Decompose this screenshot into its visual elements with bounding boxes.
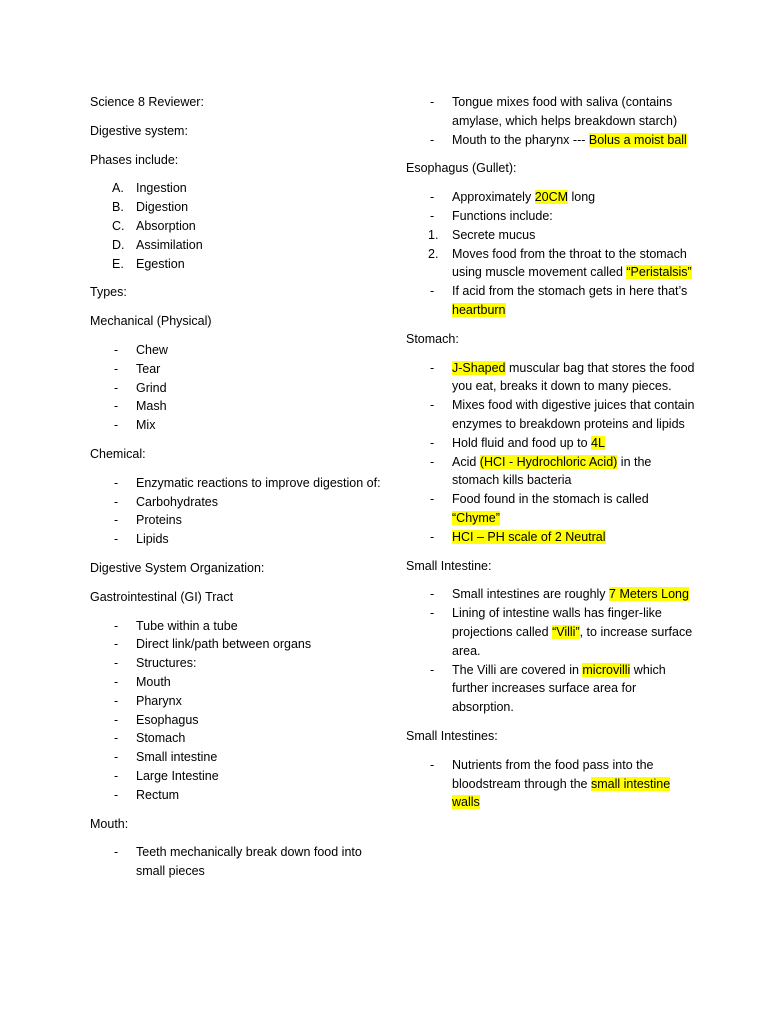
dash-marker: - — [430, 360, 435, 375]
highlighted-text: 7 Meters Long — [609, 587, 689, 602]
dash-marker: - — [430, 757, 435, 772]
list-item — [90, 236, 390, 255]
dash-list — [406, 93, 696, 149]
left-column — [90, 93, 390, 891]
section-heading: Types: — [90, 285, 127, 300]
highlighted-text: small intestine walls — [452, 776, 671, 810]
dash-list — [90, 617, 390, 805]
item-text: Large Intestine — [136, 768, 219, 783]
section-heading: Chemical: — [90, 446, 146, 461]
list-item — [406, 396, 696, 434]
list-item — [406, 756, 696, 812]
item-text: Nutrients from the food pass into the bloodstream through the — [452, 757, 654, 791]
list-item — [90, 635, 390, 654]
section-heading: Esophagus (Gullet): — [406, 161, 517, 176]
item-text: Grind — [136, 380, 167, 395]
list-item — [406, 207, 696, 226]
list-item — [90, 530, 390, 549]
dash-marker: - — [114, 361, 119, 376]
list-item — [90, 179, 390, 198]
dash-list — [90, 474, 390, 549]
dash-marker: - — [430, 398, 435, 413]
list-item — [406, 434, 696, 453]
item-text: Moves food from the throat to the stomach using muscle movement called — [452, 246, 687, 280]
list-item — [90, 255, 390, 274]
dash-list — [90, 843, 390, 881]
dash-marker: - — [114, 768, 119, 783]
section-heading: Mechanical (Physical) — [90, 314, 212, 329]
item-text: The Villi are covered in — [452, 662, 583, 677]
list-item — [406, 604, 696, 660]
dash-marker: - — [430, 95, 435, 109]
item-text: Hold fluid and food up to — [452, 435, 591, 450]
dash-marker: - — [430, 208, 435, 223]
dash-marker: - — [114, 342, 119, 357]
dash-marker: - — [114, 513, 119, 528]
item-text: Small intestines are roughly — [452, 587, 610, 602]
item-text: Enzymatic reactions to improve digestion of: — [136, 475, 381, 490]
list-item — [90, 198, 390, 217]
alpha-list — [90, 179, 390, 273]
number-marker: 2. — [428, 246, 439, 261]
dash-marker: - — [430, 662, 435, 677]
mixed-list — [406, 188, 696, 320]
highlighted-text: “Chyme” — [452, 510, 500, 525]
item-text: Absorption — [136, 218, 196, 233]
item-text: Assimilation — [136, 237, 203, 252]
list-item — [90, 692, 390, 711]
list-item — [90, 474, 390, 493]
item-text: Mixes food with digestive juices that contain enzymes to breakdown proteins and lipids — [452, 398, 695, 431]
highlighted-text: HCI – PH scale of 2 Neutral — [452, 529, 606, 544]
dash-marker: - — [114, 750, 119, 765]
item-text: Tongue mixes food with saliva (contains amylase, which helps breakdown starch) — [452, 95, 678, 128]
list-item — [406, 282, 696, 320]
list-item — [406, 528, 696, 547]
dash-marker: - — [114, 494, 119, 509]
list-item — [90, 843, 390, 881]
dash-marker: - — [430, 492, 435, 507]
dash-marker: - — [114, 845, 119, 860]
item-text: long — [568, 190, 596, 205]
section-heading: Mouth: — [90, 816, 129, 831]
list-item — [90, 493, 390, 512]
item-text: muscular bag that stores the food you eat, breaks it down to many pieces. — [452, 360, 695, 394]
section-heading: Phases include: — [90, 152, 179, 167]
dash-marker: - — [114, 532, 119, 547]
dash-marker: - — [114, 637, 119, 652]
list-item — [90, 416, 390, 435]
dash-marker: - — [114, 399, 119, 414]
list-item — [90, 360, 390, 379]
dash-marker: - — [430, 587, 435, 602]
dash-marker: - — [114, 712, 119, 727]
item-text: Acid — [452, 454, 480, 469]
dash-list — [406, 585, 696, 717]
dash-marker: - — [430, 606, 435, 621]
item-text: Mouth — [136, 674, 171, 689]
dash-marker: - — [430, 190, 435, 205]
list-item — [406, 490, 696, 528]
right-column — [406, 93, 696, 822]
section-heading: Stomach: — [406, 331, 459, 346]
item-text: Mash — [136, 399, 167, 414]
highlighted-text: “Peristalsis” — [626, 265, 692, 280]
section-heading: Digestive System Organization: — [90, 560, 265, 575]
item-text: which further increases surface area for absorption. — [452, 662, 666, 715]
list-item — [90, 397, 390, 416]
item-text: Direct link/path between organs — [136, 637, 312, 652]
list-item — [90, 617, 390, 636]
list-item — [406, 585, 696, 604]
list-item — [90, 673, 390, 692]
list-item — [406, 93, 696, 131]
item-text: Carbohydrates — [136, 494, 218, 509]
letter-marker: E. — [112, 256, 124, 271]
dash-marker: - — [430, 529, 435, 544]
list-item — [406, 188, 696, 207]
list-item — [406, 245, 696, 283]
list-item — [90, 654, 390, 673]
dash-marker: - — [430, 435, 435, 450]
list-item — [90, 767, 390, 786]
section-heading: Science 8 Reviewer: — [90, 95, 204, 109]
letter-marker: D. — [112, 237, 125, 252]
list-item — [90, 748, 390, 767]
item-text: Structures: — [136, 656, 197, 671]
item-text: Lining of intestine walls has finger-like projections called — [452, 606, 662, 639]
dash-marker: - — [114, 731, 119, 746]
list-item — [406, 226, 696, 245]
list-item — [90, 217, 390, 236]
list-item — [406, 131, 696, 150]
item-text: Mix — [136, 418, 156, 433]
dash-marker: - — [114, 475, 119, 490]
section-heading: Digestive system: — [90, 123, 188, 138]
item-text: , to increase surface area. — [452, 624, 693, 658]
dash-marker: - — [114, 787, 119, 802]
item-text: Food found in the stomach is called — [452, 492, 649, 507]
item-text: Tear — [136, 361, 161, 376]
section-heading: Gastrointestinal (GI) Tract — [90, 589, 234, 604]
item-text: Pharynx — [136, 693, 182, 708]
list-item — [90, 511, 390, 530]
list-item — [90, 711, 390, 730]
item-text: Approximately — [452, 190, 535, 205]
item-text: Ingestion — [136, 181, 187, 196]
item-text: Tube within a tube — [136, 618, 238, 633]
highlighted-text: microvilli — [582, 662, 631, 677]
dash-marker: - — [114, 418, 119, 433]
highlighted-text: 20CM — [534, 190, 569, 205]
highlighted-text: 4L — [591, 435, 605, 450]
highlighted-text: J-Shaped — [452, 360, 506, 375]
item-text: Egestion — [136, 256, 185, 271]
item-text: Esophagus — [136, 712, 199, 727]
letter-marker: C. — [112, 218, 125, 233]
list-item — [90, 341, 390, 360]
item-text: Functions include: — [452, 208, 553, 223]
dash-marker: - — [114, 656, 119, 671]
item-text: Small intestine — [136, 750, 218, 765]
dash-list — [406, 359, 696, 547]
list-item — [90, 786, 390, 805]
dash-marker: - — [114, 380, 119, 395]
item-text: Stomach — [136, 731, 186, 746]
highlighted-text: heartburn — [452, 302, 506, 317]
item-text: in the stomach kills bacteria — [452, 454, 652, 488]
item-text: Lipids — [136, 532, 169, 547]
list-item — [406, 359, 696, 397]
dash-marker: - — [430, 132, 435, 147]
dash-marker: - — [114, 618, 119, 633]
dash-list — [90, 341, 390, 435]
highlighted-text: (HCI - Hydrochloric Acid) — [479, 454, 618, 469]
section-heading: Small Intestines: — [406, 728, 498, 743]
section-heading: Small Intestine: — [406, 558, 492, 573]
dash-marker: - — [114, 693, 119, 708]
dash-list — [406, 756, 696, 812]
list-item — [406, 661, 696, 717]
dash-marker: - — [430, 284, 435, 299]
letter-marker: B. — [112, 200, 124, 215]
letter-marker: A. — [112, 181, 124, 196]
dash-marker: - — [114, 674, 119, 689]
list-item — [90, 379, 390, 398]
list-item — [90, 729, 390, 748]
item-text: Digestion — [136, 200, 189, 215]
item-text: Mouth to the pharynx --- — [452, 132, 589, 147]
dash-marker: - — [430, 454, 435, 469]
item-text: If acid from the stomach gets in here that’s — [452, 284, 688, 299]
item-text: Secrete mucus — [452, 227, 536, 242]
item-text: Proteins — [136, 513, 182, 528]
item-text: Teeth mechanically break down food into small pieces — [136, 845, 362, 879]
item-text: Chew — [136, 342, 168, 357]
list-item — [406, 453, 696, 491]
highlighted-text: Bolus a moist ball — [588, 132, 687, 147]
item-text: Rectum — [136, 787, 180, 802]
highlighted-text: “Villi” — [552, 624, 580, 639]
number-marker: 1. — [428, 227, 439, 242]
